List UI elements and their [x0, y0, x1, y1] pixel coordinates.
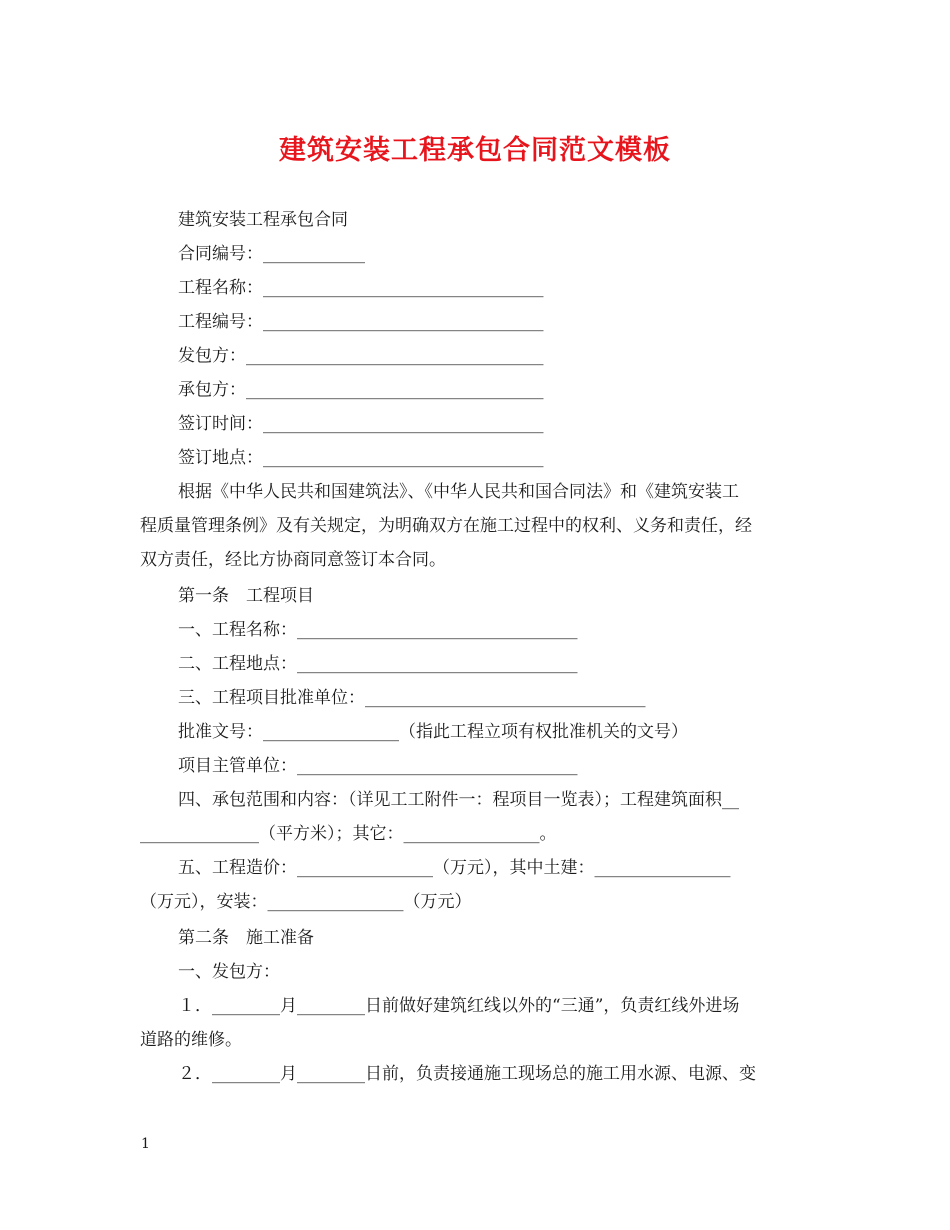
preamble-line-2: 程质量管理条例》及有关规定，为明确双方在施工过程中的权利、义务和责任，经 [140, 516, 752, 536]
item-approval-unit: 三、工程项目批准单位：_________________________________ [178, 688, 646, 708]
item-cost-line-1: 五、工程造价：________________（万元），其中土建：________________ [178, 858, 731, 878]
item-approval-number: 批准文号：________________（指此工程立项有权批准机关的文号） [178, 722, 688, 742]
item-project-name: 一、工程名称：_________________________________ [178, 620, 578, 640]
item-scope-line-1: 四、承包范围和内容：（详见工工附件一：程项目一览表）；工程建筑面积__ [178, 790, 739, 810]
item-cost-line-2: （万元），安装：________________（万元） [140, 892, 472, 912]
employer-field: 发包方：___________________________________ [178, 346, 544, 366]
duty-1-line-1: １．________月________日前做好建筑红线以外的“三通”，负责红线外进场 [178, 996, 740, 1016]
article-1-heading: 第一条 工程项目 [178, 586, 314, 606]
contractor-field: 承包方：___________________________________ [178, 380, 544, 400]
preamble-line-1: 根据《中华人民共和国建筑法》、《中华人民共和国合同法》和《建筑安装工 [178, 482, 739, 502]
duty-2-line-1: ２．________月________日前，负责接通施工现场总的施工用水源、电源、变 [178, 1064, 756, 1084]
item-scope-line-2: ______________（平方米）；其它：________________。 [140, 824, 557, 844]
employer-duties-heading: 一、发包方： [178, 962, 280, 982]
project-number-field: 工程编号：_________________________________ [178, 312, 544, 332]
item-supervising-unit: 项目主管单位：_________________________________ [178, 756, 578, 776]
article-2-heading: 第二条 施工准备 [178, 928, 314, 948]
preamble-line-3: 双方责任，经比方协商同意签订本合同。 [140, 550, 446, 570]
contract-number-field: 合同编号：____________ [178, 244, 365, 264]
project-name-field: 工程名称：_________________________________ [178, 278, 544, 298]
document-title: 建筑安装工程承包合同范文模板 [279, 135, 671, 166]
page-number: 1 [141, 1136, 150, 1152]
item-project-location: 二、工程地点：_________________________________ [178, 654, 578, 674]
contract-heading: 建筑安装工程承包合同 [178, 210, 348, 230]
duty-1-line-2: 道路的维修。 [140, 1030, 242, 1050]
signing-place-field: 签订地点：_________________________________ [178, 448, 544, 468]
signing-date-field: 签订时间：_________________________________ [178, 414, 544, 434]
